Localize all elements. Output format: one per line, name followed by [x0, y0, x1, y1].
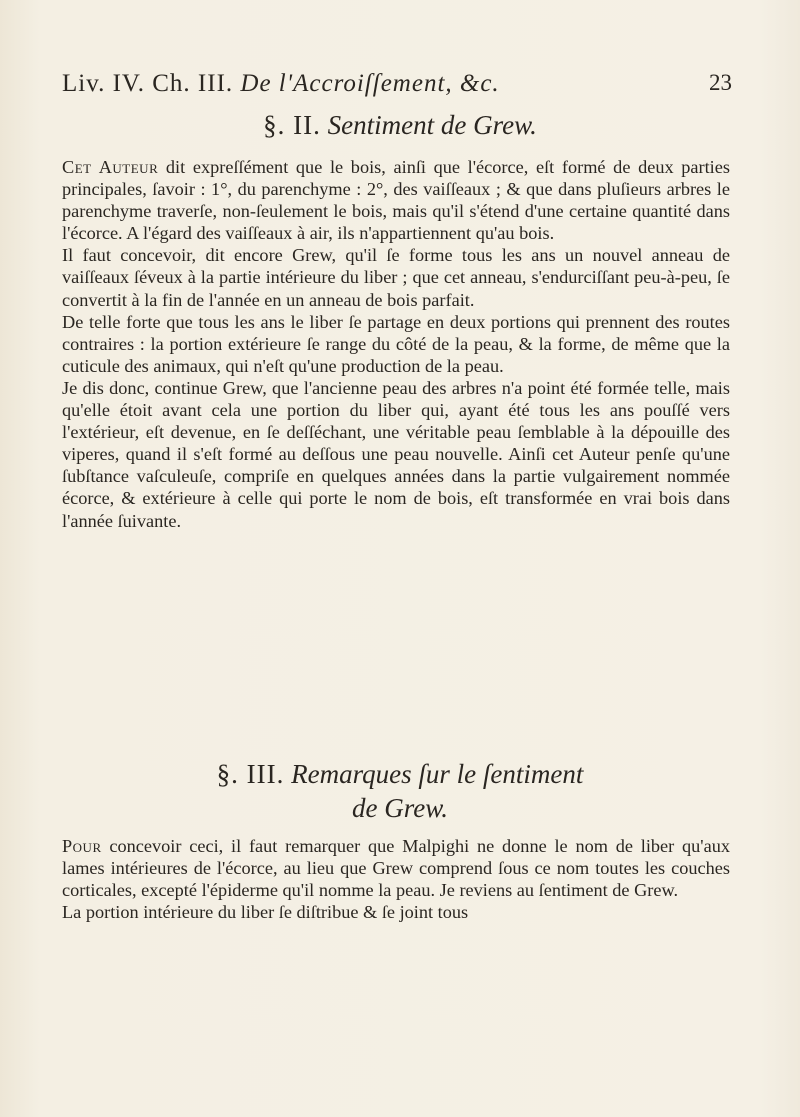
section-heading-3	[0, 757, 800, 825]
paragraph-text: De telle forte que tous les ans le liber ſe partage en deux portions qui prennent des routes contraires : la portion extérieure ſe range du côté de la peau, & la forme, de même que la cuticule des animaux, qui n'eſt qu'une production de la peau.	[62, 311, 730, 376]
section-heading-2	[0, 110, 800, 141]
paragraph-text: La portion intérieure du liber ſe diſtribue & ſe joint tous	[62, 902, 469, 923]
section-number: §. II.	[263, 110, 321, 140]
paragraph	[62, 377, 730, 532]
section-number: §. III.	[216, 759, 285, 789]
paragraph-text: Il faut concevoir, dit encore Grew, qu'il ſe forme tous les ans un nouvel anneau de vaiſſeaux ſéveux à la partie intérieure du liber ; que cet anneau, s'endurciſſant peu-à-peu, ſe convertit à la fin de l'année en un anneau de bois parfait.	[62, 245, 730, 310]
paragraph-text: concevoir ceci, il faut remarquer que Malpighi ne donne le nom de liber qu'aux lames intérieures de l'écorce, au lieu que Grew comprend ſous ce nom toutes les couches corticales, excepté l'épiderme qu'il nomme la peau. Je reviens au ſentiment de Grew.	[62, 836, 730, 901]
section-2-body	[62, 156, 730, 532]
running-head-title: De l'Accroiſſement, &c.	[240, 70, 500, 97]
paragraph	[62, 244, 730, 310]
section-title-line-2: de Grew.	[352, 793, 448, 823]
paragraph-lead: Cet Auteur	[62, 157, 159, 177]
paragraph-text: dit expreſſément que le bois, ainſi que l'écorce, eſt formé de deux parties principales, ſavoir : 1°, du parenchyme : 2°, des vaiſſeaux ; & que dans pluſieurs arbres le parenchyme traverſe, non-ſeulement le bois, mais qu'il s'étend d'une certaine quantité dans l'écorce. A l'égard des vaiſſeaux à air, ils n'appartiennent qu'au bois.	[62, 157, 730, 244]
paragraph	[62, 156, 730, 244]
paragraph	[62, 311, 730, 377]
section-3-body	[62, 835, 730, 923]
page-number: 23	[709, 70, 732, 95]
running-head-text	[62, 70, 500, 98]
paragraph	[62, 901, 730, 923]
paragraph-text: Je dis donc, continue Grew, que l'ancienne peau des arbres n'a point été formée telle, mais qu'elle étoit avant cela une portion du liber qui, ayant été tous les ans pouſſé vers l'extérieur, eſt devenue, en ſe deſſéchant, une véritable peau ſemblable à la dépouille des viperes, quand il s'eſt formé au deſſous une peau nouvelle. Ainſi cet Auteur penſe qu'une ſubſtance vaſculeuſe, compriſe en quelques années dans la partie vulgairement nommée écorce, & extérieure à celle qui porte le nom de bois, eſt transformée en vrai bois dans l'année ſuivante.	[62, 377, 730, 531]
running-head	[62, 70, 732, 106]
section-title: Sentiment de Grew.	[327, 110, 537, 140]
paragraph-lead: Pour	[62, 836, 102, 856]
running-head-prefix: Liv. IV. Ch. III.	[62, 70, 234, 97]
section-title-line-1: Remarques ſur le ſentiment	[291, 759, 584, 789]
paragraph	[62, 835, 730, 901]
